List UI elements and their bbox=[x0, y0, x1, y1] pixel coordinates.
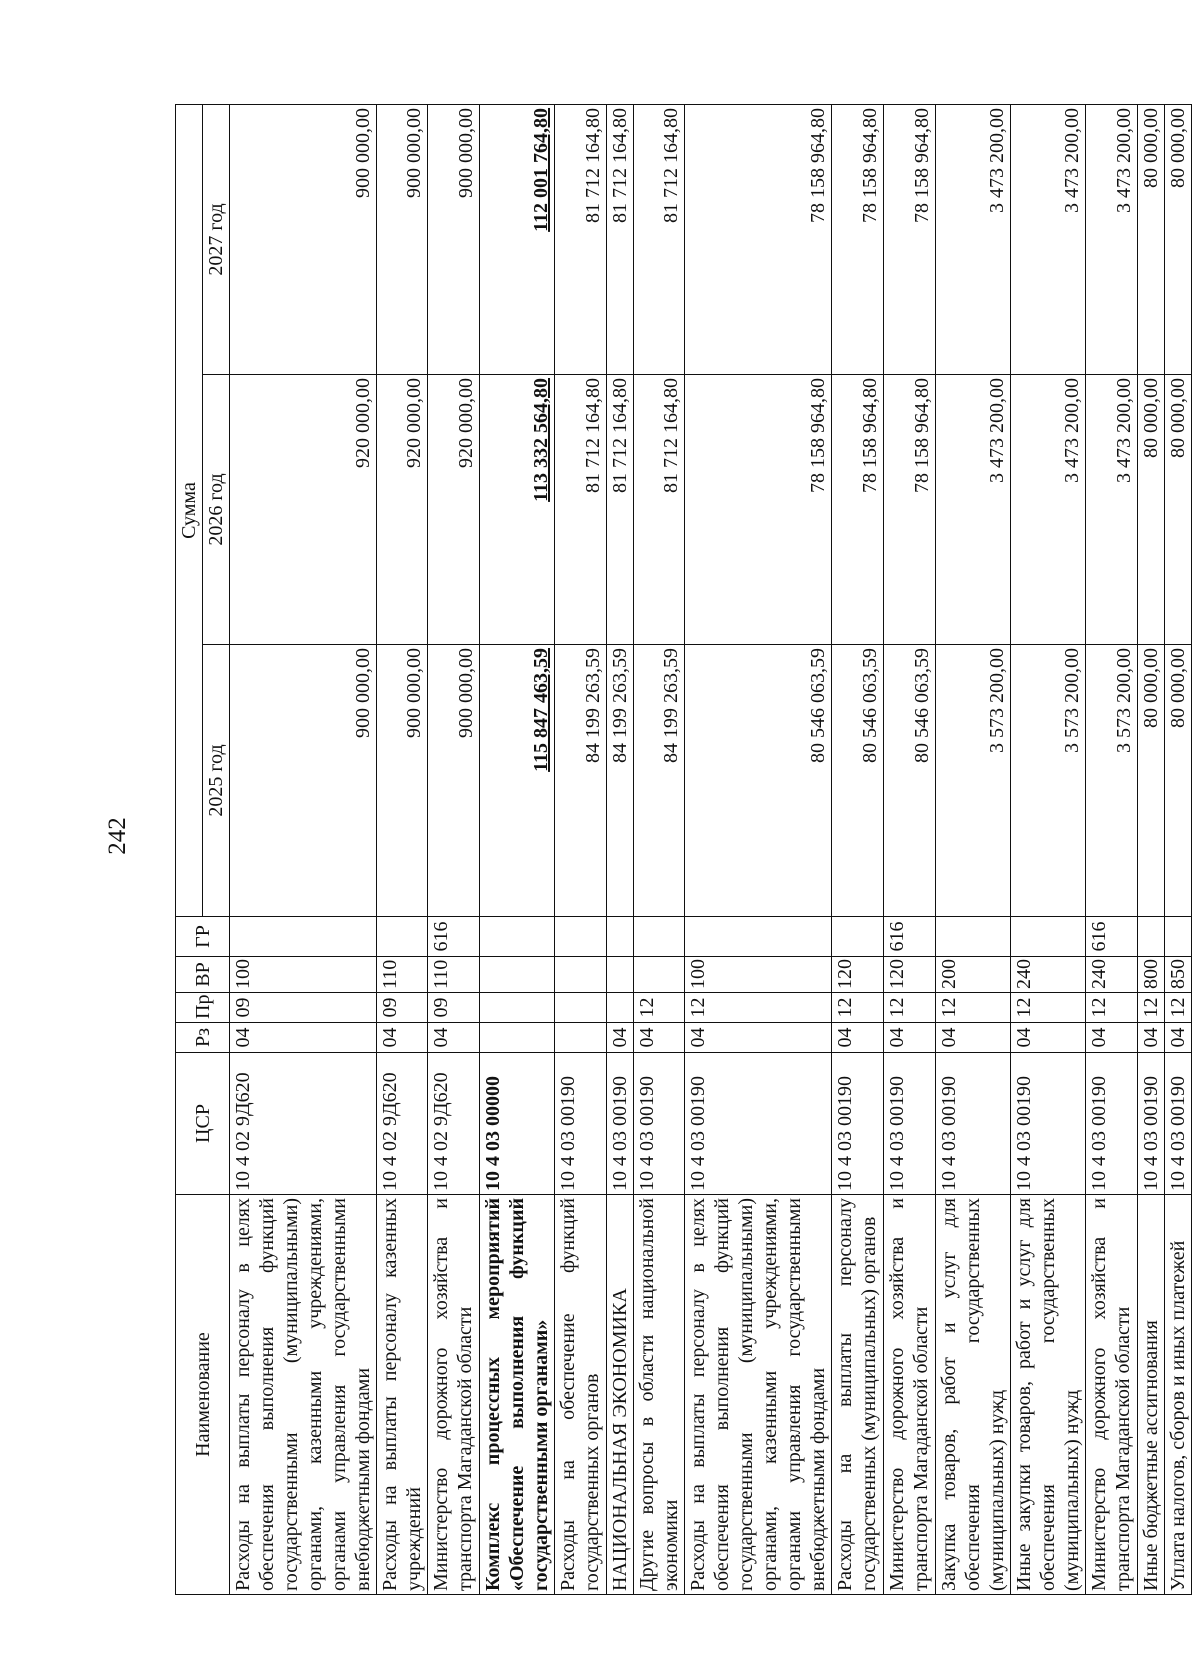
amount-value: 80 000,00 bbox=[1167, 648, 1189, 728]
amount-value: 78 158 964,80 bbox=[859, 378, 881, 493]
table-cell-2027 bbox=[428, 104, 480, 374]
amount-value: 78 158 964,80 bbox=[911, 378, 933, 493]
table-row bbox=[555, 104, 607, 1594]
table-cell-gr bbox=[832, 917, 884, 957]
table-cell-csr: 10 4 03 00190 bbox=[685, 1053, 832, 1195]
table-cell-csr: 10 4 02 9Д620 bbox=[428, 1053, 480, 1195]
table-cell-2026 bbox=[1011, 375, 1086, 645]
amount-value: 81 712 164,80 bbox=[660, 107, 682, 223]
table-row bbox=[1011, 104, 1086, 1594]
table-cell-2026 bbox=[1165, 375, 1192, 645]
table-row bbox=[480, 104, 555, 1594]
table-cell-2027 bbox=[230, 104, 377, 374]
table-cell-gr bbox=[377, 917, 428, 957]
table-cell-2027 bbox=[1086, 104, 1138, 374]
table-cell-pr bbox=[480, 993, 555, 1023]
amount-value: 3 473 200,00 bbox=[1061, 378, 1083, 483]
table-cell-rz: 04 bbox=[1011, 1023, 1086, 1053]
table-cell-name: Министерство дорожного хозяйства и транспорта Магаданской области bbox=[1086, 1195, 1138, 1595]
table-cell-2027 bbox=[1138, 104, 1165, 374]
table-cell-gr bbox=[685, 917, 832, 957]
table-cell-gr: 616 bbox=[884, 917, 936, 957]
table-cell-2026 bbox=[685, 375, 832, 645]
table-cell-pr: 12 bbox=[685, 993, 832, 1023]
table-row bbox=[1165, 104, 1192, 1594]
table-cell-2027 bbox=[607, 104, 634, 374]
amount-value: 3 573 200,00 bbox=[986, 648, 1008, 753]
amount-value: 80 546 063,59 bbox=[911, 648, 933, 763]
table-cell-2027 bbox=[377, 104, 428, 374]
table-cell-rz: 04 bbox=[1086, 1023, 1138, 1053]
table-cell-rz: 04 bbox=[936, 1023, 1011, 1053]
table-cell-name: Расходы на выплаты персоналу в целях обеспечения выполнения функций государственными (муниципальными) органами, казенными учреждениями, органами управления государственными внебюджетными фондами bbox=[230, 1195, 377, 1595]
table-cell-2025 bbox=[634, 645, 685, 917]
table-cell-2027 bbox=[685, 104, 832, 374]
table-cell-vr: 100 bbox=[685, 957, 832, 993]
table-cell-pr: 09 bbox=[428, 993, 480, 1023]
table-cell-vr: 800 bbox=[1138, 957, 1165, 993]
table-cell-2027 bbox=[480, 104, 555, 374]
table-cell-pr: 09 bbox=[377, 993, 428, 1023]
table-row bbox=[832, 104, 884, 1594]
table-cell-pr: 12 bbox=[832, 993, 884, 1023]
table-cell-2025 bbox=[1165, 645, 1192, 917]
table-cell-rz: 04 bbox=[685, 1023, 832, 1053]
table-cell-csr: 10 4 03 00190 bbox=[555, 1053, 607, 1195]
table-cell-name: Расходы на выплаты персоналу в целях обеспечения выполнения функций государственными (муниципальными) органами, казенными учреждениями, органами управления государственными внебюджетными фондами bbox=[685, 1195, 832, 1595]
table-cell-vr: 110 bbox=[428, 957, 480, 993]
amount-value: 112 001 764,80 bbox=[530, 107, 552, 232]
table-cell-2025 bbox=[832, 645, 884, 917]
table-cell-2026 bbox=[1086, 375, 1138, 645]
table-cell-pr: 12 bbox=[884, 993, 936, 1023]
table-cell-name: Уплата налогов, сборов и иных платежей bbox=[1165, 1195, 1192, 1595]
amount-value: 78 158 964,80 bbox=[807, 378, 829, 493]
table-row bbox=[936, 104, 1011, 1594]
table-row bbox=[377, 104, 428, 1594]
table-cell-pr: 12 bbox=[1138, 993, 1165, 1023]
table-cell-name: Закупка товаров, работ и услуг для обеспечения государственных (муниципальных) нужд bbox=[936, 1195, 1011, 1595]
table-row bbox=[607, 104, 634, 1594]
page-number: 242 bbox=[104, 817, 131, 855]
table-cell-csr: 10 4 03 00190 bbox=[1165, 1053, 1192, 1195]
amount-value: 81 712 164,80 bbox=[660, 378, 682, 493]
amount-value: 78 158 964,80 bbox=[807, 107, 829, 223]
table-cell-2025 bbox=[1011, 645, 1086, 917]
table-cell-name: Расходы на выплаты персоналу государственных (муниципальных) органов bbox=[832, 1195, 884, 1595]
amount-value: 84 199 263,59 bbox=[582, 648, 604, 763]
amount-value: 80 000,00 bbox=[1167, 107, 1189, 188]
budget-table bbox=[175, 104, 1192, 1595]
table-row bbox=[1086, 104, 1138, 1594]
amount-value: 81 712 164,80 bbox=[582, 378, 604, 493]
amount-value: 900 000,00 bbox=[455, 648, 477, 738]
table-cell-rz: 04 bbox=[1165, 1023, 1192, 1053]
table-cell-csr: 10 4 03 00190 bbox=[936, 1053, 1011, 1195]
amount-value: 80 000,00 bbox=[1167, 378, 1189, 458]
table-cell-2026 bbox=[884, 375, 936, 645]
table-cell-2027 bbox=[1011, 104, 1086, 374]
table-row bbox=[428, 104, 480, 1594]
table-cell-2027 bbox=[634, 104, 685, 374]
table-cell-rz: 04 bbox=[230, 1023, 377, 1053]
table-cell-2026 bbox=[1138, 375, 1165, 645]
header-2027: 2027 год bbox=[203, 104, 230, 374]
amount-value: 900 000,00 bbox=[352, 107, 374, 198]
table-cell-name: Министерство дорожного хозяйства и транспорта Магаданской области bbox=[884, 1195, 936, 1595]
table-cell-pr: 12 bbox=[634, 993, 685, 1023]
amount-value: 900 000,00 bbox=[403, 107, 425, 198]
table-cell-vr: 240 bbox=[1086, 957, 1138, 993]
amount-value: 115 847 463,59 bbox=[530, 648, 552, 772]
header-sum: Сумма bbox=[176, 104, 203, 916]
table-cell-gr bbox=[607, 917, 634, 957]
table-cell-2025 bbox=[1086, 645, 1138, 917]
table-cell-vr: 200 bbox=[936, 957, 1011, 993]
table-cell-2026 bbox=[230, 375, 377, 645]
table-cell-2026 bbox=[428, 375, 480, 645]
table-cell-vr: 110 bbox=[377, 957, 428, 993]
amount-value: 3 473 200,00 bbox=[986, 378, 1008, 483]
table-cell-gr: 616 bbox=[428, 917, 480, 957]
header-gr: ГР bbox=[176, 917, 230, 957]
header-vr: ВР bbox=[176, 957, 230, 993]
table-cell-2025 bbox=[428, 645, 480, 917]
table-cell-vr bbox=[555, 957, 607, 993]
amount-value: 80 000,00 bbox=[1140, 648, 1162, 728]
table-cell-name: Расходы на выплаты персоналу казенных учреждений bbox=[377, 1195, 428, 1595]
table-row bbox=[230, 104, 377, 1594]
table-cell-name: Министерство дорожного хозяйства и транспорта Магаданской области bbox=[428, 1195, 480, 1595]
table-cell-gr bbox=[230, 917, 377, 957]
amount-value: 81 712 164,80 bbox=[582, 107, 604, 223]
table-cell-2025 bbox=[607, 645, 634, 917]
table-cell-rz bbox=[555, 1023, 607, 1053]
table-cell-2025 bbox=[555, 645, 607, 917]
amount-value: 80 546 063,59 bbox=[859, 648, 881, 763]
header-2025: 2025 год bbox=[203, 645, 230, 917]
table-cell-gr bbox=[936, 917, 1011, 957]
table-cell-gr bbox=[634, 917, 685, 957]
table-cell-vr: 240 bbox=[1011, 957, 1086, 993]
table-cell-name: Расходы на обеспечение функций государственных органов bbox=[555, 1195, 607, 1595]
table-cell-2025 bbox=[480, 645, 555, 917]
amount-value: 3 573 200,00 bbox=[1061, 648, 1083, 753]
amount-value: 920 000,00 bbox=[455, 378, 477, 468]
table-cell-vr bbox=[634, 957, 685, 993]
amount-value: 900 000,00 bbox=[455, 107, 477, 198]
amount-value: 80 546 063,59 bbox=[807, 648, 829, 763]
amount-value: 81 712 164,80 bbox=[609, 107, 631, 223]
amount-value: 78 158 964,80 bbox=[859, 107, 881, 223]
table-cell-2025 bbox=[230, 645, 377, 917]
table-cell-name: Иные закупки товаров, работ и услуг для обеспечения государственных (муниципальных) нужд bbox=[1011, 1195, 1086, 1595]
table-row bbox=[634, 104, 685, 1594]
table-cell-vr: 100 bbox=[230, 957, 377, 993]
table-cell-csr: 10 4 03 00190 bbox=[1086, 1053, 1138, 1195]
rotated-table-wrapper bbox=[175, 105, 1189, 1595]
table-cell-csr: 10 4 03 00190 bbox=[607, 1053, 634, 1195]
table-cell-csr: 10 4 03 00190 bbox=[1011, 1053, 1086, 1195]
table-row bbox=[1138, 104, 1165, 1594]
table-cell-csr: 10 4 03 00190 bbox=[884, 1053, 936, 1195]
table-cell-2027 bbox=[936, 104, 1011, 374]
table-cell-pr: 12 bbox=[1165, 993, 1192, 1023]
table-cell-csr: 10 4 02 9Д620 bbox=[230, 1053, 377, 1195]
table-row bbox=[884, 104, 936, 1594]
amount-value: 900 000,00 bbox=[403, 648, 425, 738]
amount-value: 3 473 200,00 bbox=[1113, 378, 1135, 483]
table-cell-2025 bbox=[377, 645, 428, 917]
header-pr: Пр bbox=[176, 993, 230, 1023]
table-cell-rz: 04 bbox=[1138, 1023, 1165, 1053]
table-cell-rz: 04 bbox=[428, 1023, 480, 1053]
table-cell-vr: 120 bbox=[884, 957, 936, 993]
table-cell-pr: 12 bbox=[1011, 993, 1086, 1023]
table-cell-rz: 04 bbox=[634, 1023, 685, 1053]
table-cell-2026 bbox=[607, 375, 634, 645]
table-cell-gr bbox=[1165, 917, 1192, 957]
table-cell-vr bbox=[607, 957, 634, 993]
table-cell-rz: 04 bbox=[377, 1023, 428, 1053]
table-cell-2026 bbox=[936, 375, 1011, 645]
table-cell-csr: 10 4 03 00190 bbox=[1138, 1053, 1165, 1195]
table-cell-2026 bbox=[555, 375, 607, 645]
table-cell-gr bbox=[1011, 917, 1086, 957]
table-cell-csr: 10 4 02 9Д620 bbox=[377, 1053, 428, 1195]
table-cell-2025 bbox=[1138, 645, 1165, 917]
amount-value: 80 000,00 bbox=[1140, 378, 1162, 458]
amount-value: 920 000,00 bbox=[403, 378, 425, 468]
amount-value: 920 000,00 bbox=[352, 378, 374, 468]
table-cell-pr bbox=[607, 993, 634, 1023]
table-cell-2025 bbox=[884, 645, 936, 917]
header-csr: ЦСР bbox=[176, 1053, 230, 1195]
table-cell-rz bbox=[480, 1023, 555, 1053]
amount-value: 3 473 200,00 bbox=[986, 107, 1008, 213]
table-cell-gr bbox=[555, 917, 607, 957]
table-cell-name: Комплекс процессных мероприятий «Обеспечение выполнения функций государственными органами» bbox=[480, 1195, 555, 1595]
table-cell-2026 bbox=[480, 375, 555, 645]
table-cell-name: Иные бюджетные ассигнования bbox=[1138, 1195, 1165, 1595]
table-cell-2027 bbox=[884, 104, 936, 374]
table-cell-2027 bbox=[1165, 104, 1192, 374]
amount-value: 900 000,00 bbox=[352, 648, 374, 738]
amount-value: 78 158 964,80 bbox=[911, 107, 933, 223]
table-cell-2027 bbox=[555, 104, 607, 374]
amount-value: 80 000,00 bbox=[1140, 107, 1162, 188]
table-cell-pr: 09 bbox=[230, 993, 377, 1023]
table-cell-vr: 850 bbox=[1165, 957, 1192, 993]
header-2026: 2026 год bbox=[203, 375, 230, 645]
table-cell-2026 bbox=[634, 375, 685, 645]
amount-value: 84 199 263,59 bbox=[660, 648, 682, 763]
table-cell-vr: 120 bbox=[832, 957, 884, 993]
amount-value: 81 712 164,80 bbox=[609, 378, 631, 493]
table-cell-gr bbox=[480, 917, 555, 957]
table-cell-name: НАЦИОНАЛЬНАЯ ЭКОНОМИКА bbox=[607, 1195, 634, 1595]
table-cell-2027 bbox=[832, 104, 884, 374]
table-cell-2026 bbox=[832, 375, 884, 645]
table-cell-gr: 616 bbox=[1086, 917, 1138, 957]
table-cell-csr: 10 4 03 00190 bbox=[634, 1053, 685, 1195]
table-cell-pr: 12 bbox=[1086, 993, 1138, 1023]
table-cell-2026 bbox=[377, 375, 428, 645]
table-row bbox=[685, 104, 832, 1594]
table-cell-rz: 04 bbox=[884, 1023, 936, 1053]
table-cell-2025 bbox=[685, 645, 832, 917]
table-cell-csr: 10 4 03 00000 bbox=[480, 1053, 555, 1195]
header-name: Наименование bbox=[176, 1195, 230, 1595]
table-cell-vr bbox=[480, 957, 555, 993]
amount-value: 3 573 200,00 bbox=[1113, 648, 1135, 753]
table-cell-pr: 12 bbox=[936, 993, 1011, 1023]
table-cell-pr bbox=[555, 993, 607, 1023]
table-cell-rz: 04 bbox=[832, 1023, 884, 1053]
table-cell-2025 bbox=[936, 645, 1011, 917]
table-cell-rz: 04 bbox=[607, 1023, 634, 1053]
header-rz: Рз bbox=[176, 1023, 230, 1053]
table-cell-gr bbox=[1138, 917, 1165, 957]
amount-value: 3 473 200,00 bbox=[1061, 107, 1083, 213]
table-cell-csr: 10 4 03 00190 bbox=[832, 1053, 884, 1195]
amount-value: 3 473 200,00 bbox=[1113, 107, 1135, 213]
amount-value: 113 332 564,80 bbox=[530, 378, 552, 502]
table-cell-name: Другие вопросы в области национальной экономики bbox=[634, 1195, 685, 1595]
amount-value: 84 199 263,59 bbox=[609, 648, 631, 763]
table-body bbox=[230, 104, 1192, 1594]
